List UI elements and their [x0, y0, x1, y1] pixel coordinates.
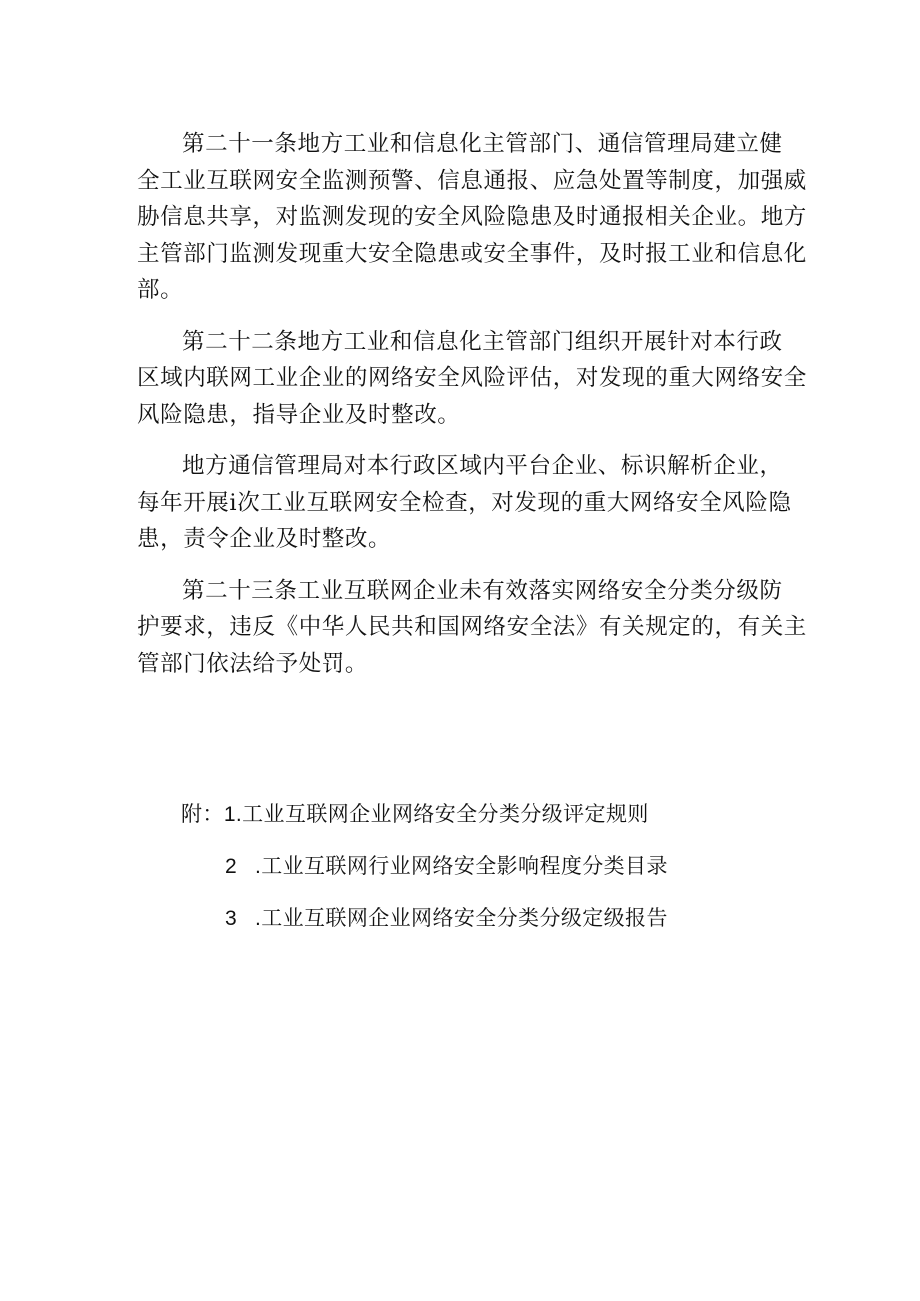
attachment-item-2 — [181, 846, 781, 898]
text-line: 第二十一条地方工业和信息化主管部门、通信管理局建立健 — [182, 131, 783, 157]
text-line: 第二十二条地方工业和信息化主管部门组织开展针对本行政 — [182, 328, 783, 355]
text-line: 风险隐患，指导企业及时整改。 — [137, 401, 461, 428]
text-line: 胁信息共享，对监测发现的安全风险隐患及时通报相关企业。地方 — [137, 204, 807, 230]
text-line: 区域内联网工业企业的网络安全风险评估，对发现的重大网络安全 — [137, 365, 807, 391]
attachment-number: 3 — [225, 907, 238, 930]
attachments-prefix: 附： — [181, 802, 224, 826]
attachment-item-3 — [181, 898, 781, 950]
text-line: 护要求，违反《中华人民共和国网络安全法》有关规定的，有关主 — [137, 614, 807, 640]
attachment-title: 工业互联网企业网络安全分类分级定级报告 — [261, 906, 668, 930]
attachment-number: 2 — [225, 855, 238, 878]
attachments-list — [181, 794, 781, 950]
attachment-item-1 — [181, 794, 781, 846]
article-22-continuation-paragraph — [137, 448, 797, 558]
attachment-title: 工业互联网企业网络安全分类分级评定规则 — [242, 802, 649, 826]
text-line: 部。 — [137, 277, 184, 303]
text-line: 全工业互联网安全监测预警、信息通报、应急处置等制度，加强威 — [137, 167, 807, 194]
attachment-number: 1. — [223, 803, 243, 826]
text-line: 管部门依法给予处罚。 — [137, 650, 369, 677]
attachment-title: 工业互联网行业网络安全影响程度分类目录 — [261, 854, 668, 878]
text-line: 第二十三条工业互联网企业未有效落实网络安全分类分级防 — [182, 577, 783, 604]
article-21-paragraph — [137, 126, 807, 309]
attachment-separator: . — [255, 907, 262, 930]
article-23-paragraph — [137, 573, 807, 683]
article-22-paragraph — [137, 324, 807, 434]
regulation-body — [137, 126, 807, 697]
text-line: 主管部门监测发现重大安全隐患或安全事件，及时报工业和信息化 — [137, 240, 807, 267]
text-line: 地方通信管理局对本行政区域内平台企业、标识解析企业， — [182, 453, 783, 479]
text-line: 患，责令企业及时整改。 — [137, 526, 392, 552]
attachment-separator: . — [255, 855, 262, 878]
text-line: 每年开展i次工业互联网安全检查，对发现的重大网络安全风险隐 — [137, 489, 792, 516]
